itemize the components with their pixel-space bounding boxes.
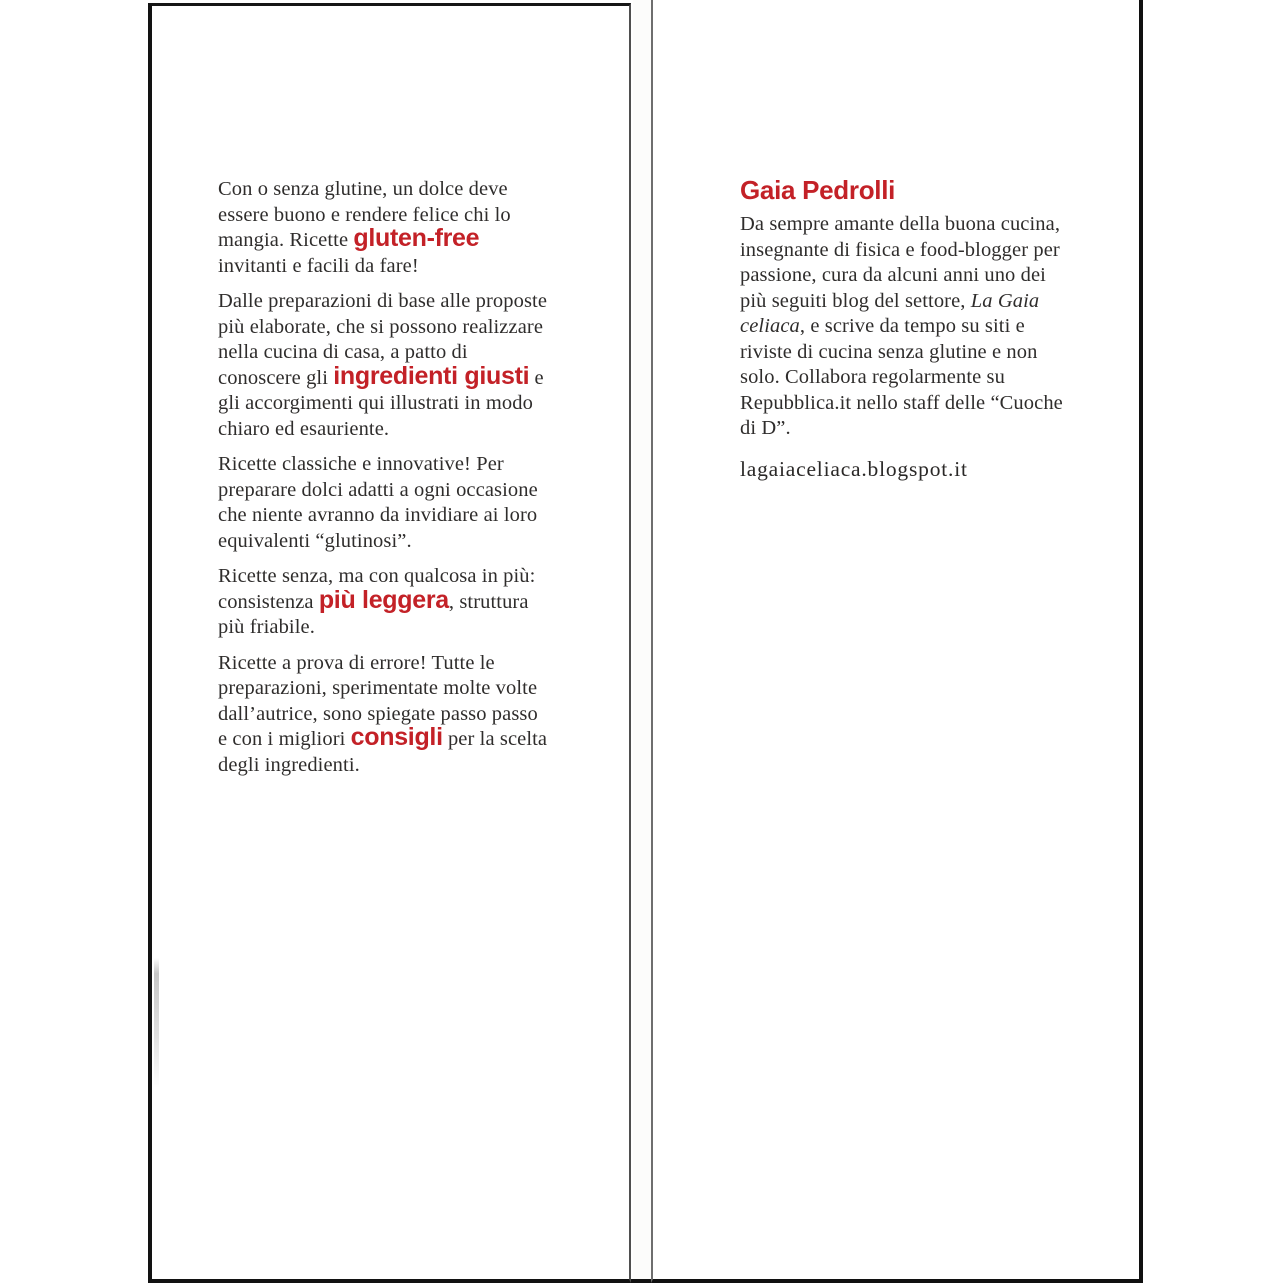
author-bio-paragraph: Da sempre amante della buona cucina, insegnante di fisica e food-blogger per passione, cura da alcuni anni uno dei più seguiti blog del settore, La Gaia celiaca, e scrive da tempo su siti e riviste di cucina senza glutine e non solo. Collabora regolarmente su Repubblica.it nello staff delle “Cuoche di D”. <box>740 213 1063 439</box>
flap-paragraph-classiche: Ricette classiche e innovative! Per preparare dolci adatti a ogni occasione che niente avranno da invidiare ai loro equivalenti “glutinosi”. <box>218 453 538 552</box>
right-flap-page <box>651 0 1143 1283</box>
website-url: lagaiaceliaca.blogspot.it <box>740 456 968 481</box>
left-flap-page <box>148 3 631 1283</box>
flap-paragraph-intro: Con o senza glutine, un dolce deve essere buono e rendere felice chi lo mangia. Ricette gluten-free invitanti e facili da fare! <box>218 178 511 277</box>
flap-paragraph-leggera: Ricette senza, ma con qualcosa in più: consistenza più leggera, struttura più friabile. <box>218 565 536 638</box>
author-name: Gaia Pedrolli <box>740 175 896 205</box>
page-gutter-bottom-border <box>631 1279 653 1283</box>
left-flap-text-block <box>218 177 552 788</box>
author-bio-block <box>740 176 1066 482</box>
page-gutter <box>633 0 651 1283</box>
flap-paragraph-preparazioni: Dalle preparazioni di base alle proposte più elaborate, che si possono realizzare nella cucina di casa, a patto di conoscere gli ingredienti giusti e gli accorgimenti qui illustrati in modo chiaro ed esauriente. <box>218 290 548 440</box>
scan-artifact <box>154 958 159 1088</box>
flap-paragraph-consigli: Ricette a prova di errore! Tutte le preparazioni, sperimentate molte volte dall’autrice, sono spiegate passo passo e con i migliori consigli per la scelta degli ingredienti. <box>218 651 548 776</box>
